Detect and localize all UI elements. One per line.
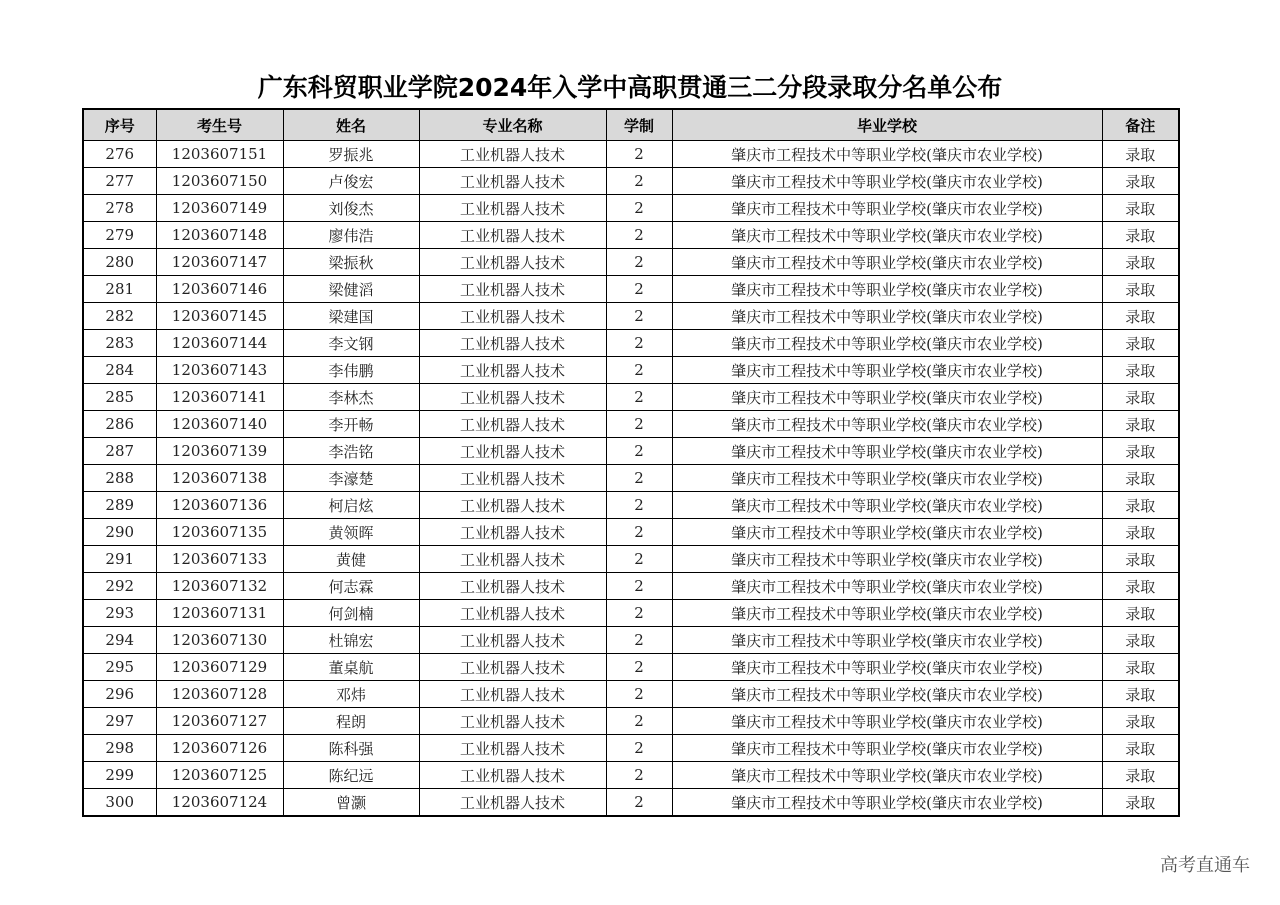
col-header-exam-id: 考生号: [156, 109, 283, 141]
duration-cell: 2: [606, 600, 672, 627]
school-cell: 肇庆市工程技术中等职业学校(肇庆市农业学校): [672, 222, 1102, 249]
table-row: [83, 573, 1179, 600]
major-cell: 工业机器人技术: [419, 195, 606, 222]
school-cell: 肇庆市工程技术中等职业学校(肇庆市农业学校): [672, 681, 1102, 708]
seq-cell: 297: [83, 708, 156, 735]
name-cell: 梁健滔: [283, 276, 419, 303]
remark-cell: 录取: [1102, 249, 1179, 276]
table-row: [83, 519, 1179, 546]
exam-id-cell: 1203607147: [156, 249, 283, 276]
remark-cell: 录取: [1102, 735, 1179, 762]
remark-cell: 录取: [1102, 222, 1179, 249]
name-cell: 黄领晖: [283, 519, 419, 546]
duration-cell: 2: [606, 384, 672, 411]
duration-cell: 2: [606, 168, 672, 195]
exam-id-cell: 1203607139: [156, 438, 283, 465]
remark-cell: 录取: [1102, 600, 1179, 627]
seq-cell: 296: [83, 681, 156, 708]
exam-id-cell: 1203607150: [156, 168, 283, 195]
seq-cell: 290: [83, 519, 156, 546]
table-row: [83, 330, 1179, 357]
major-cell: 工业机器人技术: [419, 735, 606, 762]
school-cell: 肇庆市工程技术中等职业学校(肇庆市农业学校): [672, 735, 1102, 762]
school-cell: 肇庆市工程技术中等职业学校(肇庆市农业学校): [672, 276, 1102, 303]
exam-id-cell: 1203607124: [156, 789, 283, 817]
col-header-name: 姓名: [283, 109, 419, 141]
duration-cell: 2: [606, 357, 672, 384]
duration-cell: 2: [606, 762, 672, 789]
name-cell: 何剑楠: [283, 600, 419, 627]
remark-cell: 录取: [1102, 195, 1179, 222]
exam-id-cell: 1203607151: [156, 141, 283, 168]
major-cell: 工业机器人技术: [419, 276, 606, 303]
duration-cell: 2: [606, 438, 672, 465]
seq-cell: 277: [83, 168, 156, 195]
duration-cell: 2: [606, 573, 672, 600]
seq-cell: 288: [83, 465, 156, 492]
school-cell: 肇庆市工程技术中等职业学校(肇庆市农业学校): [672, 600, 1102, 627]
table-row: [83, 411, 1179, 438]
exam-id-cell: 1203607133: [156, 546, 283, 573]
name-cell: 李文钢: [283, 330, 419, 357]
remark-cell: 录取: [1102, 519, 1179, 546]
name-cell: 董桌航: [283, 654, 419, 681]
seq-cell: 289: [83, 492, 156, 519]
seq-cell: 292: [83, 573, 156, 600]
major-cell: 工业机器人技术: [419, 249, 606, 276]
school-cell: 肇庆市工程技术中等职业学校(肇庆市农业学校): [672, 519, 1102, 546]
exam-id-cell: 1203607140: [156, 411, 283, 438]
duration-cell: 2: [606, 546, 672, 573]
duration-cell: 2: [606, 249, 672, 276]
school-cell: 肇庆市工程技术中等职业学校(肇庆市农业学校): [672, 546, 1102, 573]
seq-cell: 291: [83, 546, 156, 573]
table-row: [83, 222, 1179, 249]
table-row: [83, 276, 1179, 303]
name-cell: 刘俊杰: [283, 195, 419, 222]
remark-cell: 录取: [1102, 168, 1179, 195]
exam-id-cell: 1203607143: [156, 357, 283, 384]
col-header-school: 毕业学校: [672, 109, 1102, 141]
watermark: 高考直通车: [1160, 855, 1250, 876]
name-cell: 曾灏: [283, 789, 419, 817]
major-cell: 工业机器人技术: [419, 789, 606, 817]
name-cell: 梁振秋: [283, 249, 419, 276]
school-cell: 肇庆市工程技术中等职业学校(肇庆市农业学校): [672, 141, 1102, 168]
school-cell: 肇庆市工程技术中等职业学校(肇庆市农业学校): [672, 195, 1102, 222]
exam-id-cell: 1203607131: [156, 600, 283, 627]
seq-cell: 279: [83, 222, 156, 249]
seq-cell: 295: [83, 654, 156, 681]
name-cell: 罗振兆: [283, 141, 419, 168]
duration-cell: 2: [606, 330, 672, 357]
name-cell: 李林杰: [283, 384, 419, 411]
table-row: [83, 600, 1179, 627]
school-cell: 肇庆市工程技术中等职业学校(肇庆市农业学校): [672, 303, 1102, 330]
exam-id-cell: 1203607127: [156, 708, 283, 735]
major-cell: 工业机器人技术: [419, 141, 606, 168]
remark-cell: 录取: [1102, 708, 1179, 735]
remark-cell: 录取: [1102, 762, 1179, 789]
duration-cell: 2: [606, 654, 672, 681]
major-cell: 工业机器人技术: [419, 708, 606, 735]
remark-cell: 录取: [1102, 681, 1179, 708]
major-cell: 工业机器人技术: [419, 465, 606, 492]
name-cell: 李浩铭: [283, 438, 419, 465]
remark-cell: 录取: [1102, 438, 1179, 465]
table-row: [83, 384, 1179, 411]
major-cell: 工业机器人技术: [419, 168, 606, 195]
exam-id-cell: 1203607145: [156, 303, 283, 330]
school-cell: 肇庆市工程技术中等职业学校(肇庆市农业学校): [672, 708, 1102, 735]
table-row: [83, 681, 1179, 708]
table-row: [83, 762, 1179, 789]
duration-cell: 2: [606, 276, 672, 303]
exam-id-cell: 1203607149: [156, 195, 283, 222]
seq-cell: 284: [83, 357, 156, 384]
major-cell: 工业机器人技术: [419, 357, 606, 384]
duration-cell: 2: [606, 411, 672, 438]
duration-cell: 2: [606, 492, 672, 519]
duration-cell: 2: [606, 222, 672, 249]
name-cell: 李濠楚: [283, 465, 419, 492]
school-cell: 肇庆市工程技术中等职业学校(肇庆市农业学校): [672, 411, 1102, 438]
name-cell: 梁建国: [283, 303, 419, 330]
remark-cell: 录取: [1102, 357, 1179, 384]
school-cell: 肇庆市工程技术中等职业学校(肇庆市农业学校): [672, 438, 1102, 465]
name-cell: 杜锦宏: [283, 627, 419, 654]
major-cell: 工业机器人技术: [419, 303, 606, 330]
seq-cell: 281: [83, 276, 156, 303]
table-row: [83, 546, 1179, 573]
table-row: [83, 465, 1179, 492]
school-cell: 肇庆市工程技术中等职业学校(肇庆市农业学校): [672, 573, 1102, 600]
remark-cell: 录取: [1102, 654, 1179, 681]
exam-id-cell: 1203607132: [156, 573, 283, 600]
remark-cell: 录取: [1102, 465, 1179, 492]
remark-cell: 录取: [1102, 411, 1179, 438]
school-cell: 肇庆市工程技术中等职业学校(肇庆市农业学校): [672, 789, 1102, 817]
name-cell: 邓炜: [283, 681, 419, 708]
seq-cell: 283: [83, 330, 156, 357]
seq-cell: 300: [83, 789, 156, 817]
exam-id-cell: 1203607138: [156, 465, 283, 492]
major-cell: 工业机器人技术: [419, 681, 606, 708]
exam-id-cell: 1203607146: [156, 276, 283, 303]
table-row: [83, 735, 1179, 762]
table-body: [83, 141, 1179, 817]
duration-cell: 2: [606, 681, 672, 708]
major-cell: 工业机器人技术: [419, 330, 606, 357]
admission-table: [82, 108, 1180, 817]
exam-id-cell: 1203607130: [156, 627, 283, 654]
seq-cell: 278: [83, 195, 156, 222]
school-cell: 肇庆市工程技术中等职业学校(肇庆市农业学校): [672, 330, 1102, 357]
seq-cell: 282: [83, 303, 156, 330]
major-cell: 工业机器人技术: [419, 627, 606, 654]
table-row: [83, 492, 1179, 519]
school-cell: 肇庆市工程技术中等职业学校(肇庆市农业学校): [672, 465, 1102, 492]
name-cell: 陈科强: [283, 735, 419, 762]
table-row: [83, 249, 1179, 276]
remark-cell: 录取: [1102, 789, 1179, 817]
remark-cell: 录取: [1102, 276, 1179, 303]
seq-cell: 293: [83, 600, 156, 627]
remark-cell: 录取: [1102, 303, 1179, 330]
col-header-duration: 学制: [606, 109, 672, 141]
table-row: [83, 438, 1179, 465]
seq-cell: 285: [83, 384, 156, 411]
exam-id-cell: 1203607144: [156, 330, 283, 357]
seq-cell: 287: [83, 438, 156, 465]
page-title: 广东科贸职业学院2024年入学中高职贯通三二分段录取分名单公布: [257, 73, 1003, 102]
seq-cell: 299: [83, 762, 156, 789]
major-cell: 工业机器人技术: [419, 492, 606, 519]
school-cell: 肇庆市工程技术中等职业学校(肇庆市农业学校): [672, 357, 1102, 384]
school-cell: 肇庆市工程技术中等职业学校(肇庆市农业学校): [672, 249, 1102, 276]
major-cell: 工业机器人技术: [419, 519, 606, 546]
table-row: [83, 654, 1179, 681]
exam-id-cell: 1203607125: [156, 762, 283, 789]
remark-cell: 录取: [1102, 573, 1179, 600]
seq-cell: 298: [83, 735, 156, 762]
remark-cell: 录取: [1102, 141, 1179, 168]
major-cell: 工业机器人技术: [419, 654, 606, 681]
name-cell: 李开畅: [283, 411, 419, 438]
table-row: [83, 627, 1179, 654]
exam-id-cell: 1203607135: [156, 519, 283, 546]
duration-cell: 2: [606, 303, 672, 330]
header-row: [83, 109, 1179, 141]
table-row: [83, 303, 1179, 330]
remark-cell: 录取: [1102, 627, 1179, 654]
school-cell: 肇庆市工程技术中等职业学校(肇庆市农业学校): [672, 627, 1102, 654]
name-cell: 廖伟浩: [283, 222, 419, 249]
duration-cell: 2: [606, 735, 672, 762]
seq-cell: 280: [83, 249, 156, 276]
exam-id-cell: 1203607148: [156, 222, 283, 249]
duration-cell: 2: [606, 195, 672, 222]
col-header-major: 专业名称: [419, 109, 606, 141]
name-cell: 柯启炫: [283, 492, 419, 519]
name-cell: 陈纪远: [283, 762, 419, 789]
duration-cell: 2: [606, 141, 672, 168]
exam-id-cell: 1203607141: [156, 384, 283, 411]
table-row: [83, 168, 1179, 195]
remark-cell: 录取: [1102, 546, 1179, 573]
table-row: [83, 357, 1179, 384]
major-cell: 工业机器人技术: [419, 438, 606, 465]
col-header-remark: 备注: [1102, 109, 1179, 141]
seq-cell: 286: [83, 411, 156, 438]
major-cell: 工业机器人技术: [419, 411, 606, 438]
school-cell: 肇庆市工程技术中等职业学校(肇庆市农业学校): [672, 762, 1102, 789]
name-cell: 程朗: [283, 708, 419, 735]
school-cell: 肇庆市工程技术中等职业学校(肇庆市农业学校): [672, 384, 1102, 411]
table-row: [83, 708, 1179, 735]
name-cell: 黄健: [283, 546, 419, 573]
duration-cell: 2: [606, 519, 672, 546]
col-header-seq: 序号: [83, 109, 156, 141]
major-cell: 工业机器人技术: [419, 600, 606, 627]
exam-id-cell: 1203607136: [156, 492, 283, 519]
seq-cell: 276: [83, 141, 156, 168]
table-row: [83, 195, 1179, 222]
school-cell: 肇庆市工程技术中等职业学校(肇庆市农业学校): [672, 492, 1102, 519]
seq-cell: 294: [83, 627, 156, 654]
major-cell: 工业机器人技术: [419, 222, 606, 249]
major-cell: 工业机器人技术: [419, 762, 606, 789]
name-cell: 卢俊宏: [283, 168, 419, 195]
duration-cell: 2: [606, 465, 672, 492]
duration-cell: 2: [606, 627, 672, 654]
remark-cell: 录取: [1102, 330, 1179, 357]
school-cell: 肇庆市工程技术中等职业学校(肇庆市农业学校): [672, 168, 1102, 195]
major-cell: 工业机器人技术: [419, 546, 606, 573]
table-row: [83, 789, 1179, 817]
remark-cell: 录取: [1102, 384, 1179, 411]
duration-cell: 2: [606, 789, 672, 817]
table-row: [83, 141, 1179, 168]
exam-id-cell: 1203607126: [156, 735, 283, 762]
duration-cell: 2: [606, 708, 672, 735]
exam-id-cell: 1203607128: [156, 681, 283, 708]
major-cell: 工业机器人技术: [419, 384, 606, 411]
major-cell: 工业机器人技术: [419, 573, 606, 600]
name-cell: 李伟鹏: [283, 357, 419, 384]
name-cell: 何志霖: [283, 573, 419, 600]
remark-cell: 录取: [1102, 492, 1179, 519]
exam-id-cell: 1203607129: [156, 654, 283, 681]
school-cell: 肇庆市工程技术中等职业学校(肇庆市农业学校): [672, 654, 1102, 681]
